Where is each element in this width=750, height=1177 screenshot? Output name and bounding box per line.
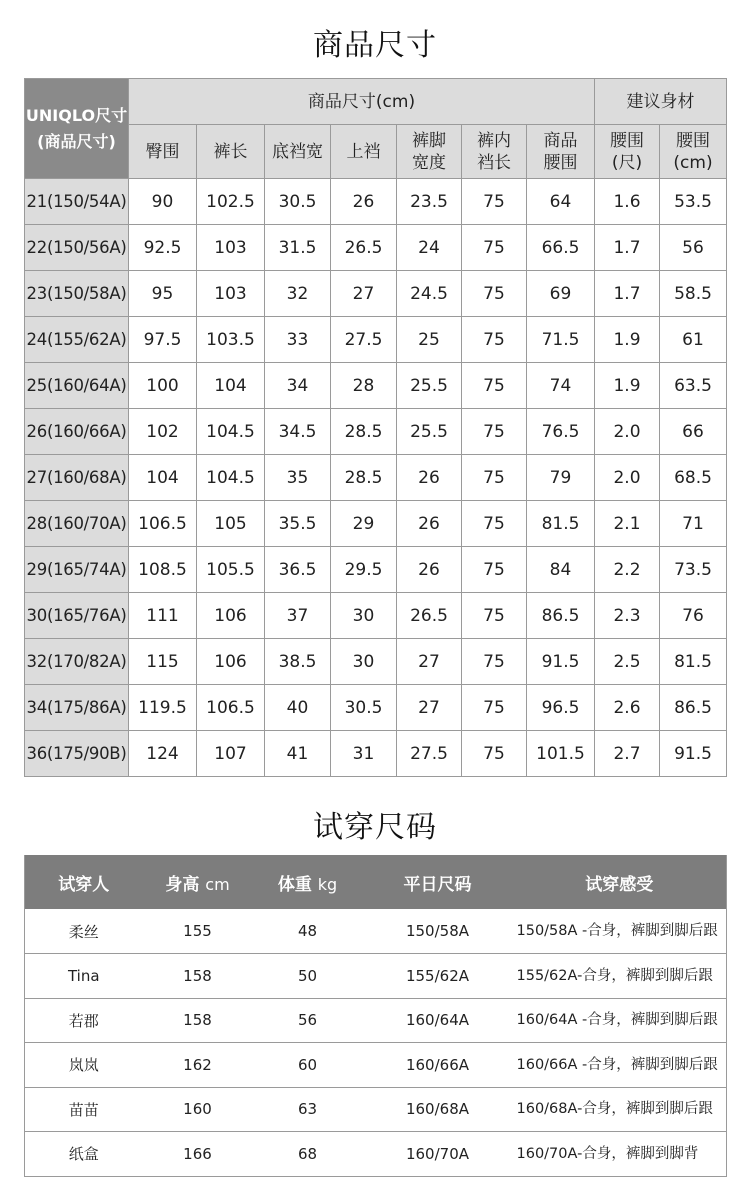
size-value-cell: 27.5 [331,317,397,363]
size-value-cell: 91.5 [660,731,727,777]
try-column-header [363,855,513,909]
column-header-line-2: 裆长 [477,152,511,173]
size-value-cell: 106 [197,639,265,685]
size-label-cell: 32(170/82A) [25,639,129,685]
size-value-cell: 95 [129,271,197,317]
try-row [25,1087,727,1132]
size-value-cell: 79 [527,455,595,501]
try-value-cell: 162 [143,1043,253,1088]
size-value-cell: 106.5 [197,685,265,731]
size-value-cell: 25 [397,317,462,363]
column-header [265,125,331,179]
size-value-cell: 75 [462,409,527,455]
size-value-cell: 2.3 [595,593,660,639]
size-value-cell: 75 [462,271,527,317]
size-value-cell: 2.2 [595,547,660,593]
try-row [25,954,727,999]
column-header [197,125,265,179]
size-value-cell: 103.5 [197,317,265,363]
size-value-cell: 26.5 [397,593,462,639]
size-value-cell: 105.5 [197,547,265,593]
size-value-cell: 71.5 [527,317,595,363]
size-value-cell: 115 [129,639,197,685]
try-value-cell: 63 [253,1087,363,1132]
size-value-cell: 56 [660,225,727,271]
size-value-cell: 34 [265,363,331,409]
size-label-cell: 21(150/54A) [25,179,129,225]
size-value-cell: 32 [265,271,331,317]
size-value-cell: 23.5 [397,179,462,225]
try-value-cell: 50 [253,954,363,999]
size-value-cell: 104 [197,363,265,409]
size-value-cell: 75 [462,455,527,501]
try-value-cell: 160 [143,1087,253,1132]
size-value-cell: 75 [462,593,527,639]
try-value-cell: 155/62A [363,954,513,999]
size-label-cell: 36(175/90B) [25,731,129,777]
try-value-cell: 158 [143,998,253,1043]
size-value-cell: 103 [197,225,265,271]
size-value-cell: 2.6 [595,685,660,731]
corner-line-1: UNIQLO尺寸 [25,105,128,125]
size-value-cell: 75 [462,685,527,731]
size-value-cell: 106.5 [129,501,197,547]
size-value-cell: 102.5 [197,179,265,225]
size-value-cell: 69 [527,271,595,317]
try-feel-cell: 155/62A-合身，裤脚到脚后跟 [513,954,727,999]
size-row [25,639,727,685]
try-value-cell: 48 [253,909,363,954]
size-value-cell: 75 [462,225,527,271]
size-value-cell: 92.5 [129,225,197,271]
size-value-cell: 28.5 [331,455,397,501]
size-value-cell: 37 [265,593,331,639]
try-column-header [143,855,253,909]
try-value-cell: Tina [25,954,143,999]
column-header [595,125,660,179]
size-value-cell: 1.9 [595,363,660,409]
size-row [25,501,727,547]
size-value-cell: 27 [397,639,462,685]
size-value-cell: 104.5 [197,409,265,455]
size-value-cell: 108.5 [129,547,197,593]
size-value-cell: 27 [331,271,397,317]
size-value-cell: 75 [462,363,527,409]
try-value-cell: 155 [143,909,253,954]
column-header-line-1: 腰围 [610,130,644,151]
size-value-cell: 104 [129,455,197,501]
size-value-cell: 38.5 [265,639,331,685]
size-value-cell: 34.5 [265,409,331,455]
try-value-cell: 160/70A [363,1132,513,1177]
size-value-cell: 63.5 [660,363,727,409]
size-value-cell: 36.5 [265,547,331,593]
size-value-cell: 33 [265,317,331,363]
try-header-unit: kg [317,874,338,894]
try-feel-cell: 160/66A -合身，裤脚到脚后跟 [513,1043,727,1088]
size-row [25,409,727,455]
size-value-cell: 25.5 [397,409,462,455]
try-value-cell: 160/64A [363,998,513,1043]
size-value-cell: 103 [197,271,265,317]
column-header-line-2: 宽度 [412,152,446,173]
try-value-cell: 56 [253,998,363,1043]
size-value-cell: 29.5 [331,547,397,593]
size-value-cell: 64 [527,179,595,225]
size-value-cell: 75 [462,731,527,777]
size-label-cell: 28(160/70A) [25,501,129,547]
try-section-title: 试穿尺码 [313,810,437,845]
size-value-cell: 2.7 [595,731,660,777]
try-column-header [25,855,143,909]
size-value-cell: 75 [462,639,527,685]
size-value-cell: 26 [397,547,462,593]
size-value-cell: 97.5 [129,317,197,363]
size-value-cell: 2.1 [595,501,660,547]
size-value-cell: 81.5 [527,501,595,547]
size-value-cell: 35 [265,455,331,501]
size-value-cell: 1.9 [595,317,660,363]
size-value-cell: 2.0 [595,409,660,455]
column-header-line-1: 上裆 [346,141,381,162]
size-value-cell: 84 [527,547,595,593]
try-value-cell: 纸盒 [25,1132,143,1177]
size-value-cell: 101.5 [527,731,595,777]
size-corner-header [25,79,129,179]
size-value-cell: 31 [331,731,397,777]
size-value-cell: 1.7 [595,225,660,271]
try-value-cell: 60 [253,1043,363,1088]
size-value-cell: 75 [462,179,527,225]
column-header [527,125,595,179]
size-row [25,455,727,501]
size-value-cell: 75 [462,547,527,593]
try-value-cell: 苗苗 [25,1087,143,1132]
size-value-cell: 66 [660,409,727,455]
try-row [25,1132,727,1177]
size-value-cell: 74 [527,363,595,409]
size-section-title: 商品尺寸 [313,28,437,63]
column-header-line-2: (尺) [611,152,643,173]
try-header-unit: cm [205,874,230,894]
size-value-cell: 102 [129,409,197,455]
size-row [25,685,727,731]
try-value-cell: 160/66A [363,1043,513,1088]
size-value-cell: 2.0 [595,455,660,501]
size-label-cell: 26(160/66A) [25,409,129,455]
try-header-label: 试穿感受 [585,874,654,895]
size-value-cell: 30 [331,593,397,639]
column-header-line-1: 腰围 [676,130,710,151]
size-value-cell: 26 [397,455,462,501]
size-value-cell: 35.5 [265,501,331,547]
column-header-line-1: 商品 [543,130,578,151]
size-value-cell: 76 [660,593,727,639]
product-size-group-header: 商品尺寸(cm) [129,79,595,125]
try-value-cell: 68 [253,1132,363,1177]
size-value-cell: 24 [397,225,462,271]
size-value-cell: 27 [397,685,462,731]
size-value-cell: 71 [660,501,727,547]
size-label-cell: 25(160/64A) [25,363,129,409]
try-header-label: 平日尺码 [403,874,472,895]
size-value-cell: 41 [265,731,331,777]
try-value-cell: 若郡 [25,998,143,1043]
try-header-label: 体重 [277,874,312,895]
size-value-cell: 30.5 [331,685,397,731]
size-label-cell: 29(165/74A) [25,547,129,593]
try-value-cell: 160/68A [363,1087,513,1132]
size-value-cell: 124 [129,731,197,777]
size-value-cell: 1.7 [595,271,660,317]
corner-line-2: (商品尺寸) [37,131,116,151]
column-header [397,125,462,179]
column-header-line-1: 臀围 [145,141,180,162]
size-value-cell: 26.5 [331,225,397,271]
size-value-cell: 96.5 [527,685,595,731]
column-header [129,125,197,179]
size-label-cell: 22(150/56A) [25,225,129,271]
column-header [660,125,727,179]
size-value-cell: 90 [129,179,197,225]
column-header-line-1: 裤脚 [412,130,446,151]
size-value-cell: 100 [129,363,197,409]
size-row [25,225,727,271]
size-value-cell: 25.5 [397,363,462,409]
column-header-line-1: 裤内 [477,130,511,151]
column-header-line-1: 裤长 [213,141,248,162]
size-label-cell: 30(165/76A) [25,593,129,639]
size-value-cell: 91.5 [527,639,595,685]
try-feel-cell: 160/64A -合身，裤脚到脚后跟 [513,998,727,1043]
try-feel-cell: 160/70A-合身，裤脚到脚背 [513,1132,727,1177]
size-value-cell: 76.5 [527,409,595,455]
size-value-cell: 40 [265,685,331,731]
size-row [25,547,727,593]
try-column-header [253,855,363,909]
try-header-label: 身高 [165,874,200,895]
size-value-cell: 53.5 [660,179,727,225]
try-column-header [513,855,727,909]
size-value-cell: 61 [660,317,727,363]
try-value-cell: 150/58A [363,909,513,954]
size-value-cell: 24.5 [397,271,462,317]
size-row [25,317,727,363]
try-on-table [24,855,727,1177]
try-row [25,909,727,954]
size-row [25,271,727,317]
size-value-cell: 104.5 [197,455,265,501]
try-feel-cell: 150/58A -合身，裤脚到脚后跟 [513,909,727,954]
size-label-cell: 23(150/58A) [25,271,129,317]
column-header [331,125,397,179]
size-value-cell: 68.5 [660,455,727,501]
try-value-cell: 158 [143,954,253,999]
size-chart-table [24,78,727,777]
size-label-cell: 34(175/86A) [25,685,129,731]
size-value-cell: 81.5 [660,639,727,685]
try-row [25,998,727,1043]
size-value-cell: 1.6 [595,179,660,225]
size-row [25,731,727,777]
size-value-cell: 28.5 [331,409,397,455]
size-value-cell: 58.5 [660,271,727,317]
size-value-cell: 105 [197,501,265,547]
try-value-cell: 岚岚 [25,1043,143,1088]
size-value-cell: 2.5 [595,639,660,685]
size-value-cell: 86.5 [660,685,727,731]
try-value-cell: 166 [143,1132,253,1177]
column-header-line-2: (cm) [673,152,713,173]
size-value-cell: 86.5 [527,593,595,639]
size-label-cell: 27(160/68A) [25,455,129,501]
column-header-line-2: 腰围 [543,152,578,173]
size-value-cell: 28 [331,363,397,409]
size-label-cell: 24(155/62A) [25,317,129,363]
suggested-body-group-header: 建议身材 [595,79,727,125]
size-value-cell: 107 [197,731,265,777]
size-value-cell: 26 [397,501,462,547]
try-row [25,1043,727,1088]
size-value-cell: 27.5 [397,731,462,777]
size-value-cell: 26 [331,179,397,225]
size-value-cell: 111 [129,593,197,639]
size-row [25,179,727,225]
size-value-cell: 30.5 [265,179,331,225]
try-feel-cell: 160/68A-合身，裤脚到脚后跟 [513,1087,727,1132]
try-value-cell: 柔丝 [25,909,143,954]
size-row [25,363,727,409]
size-value-cell: 75 [462,501,527,547]
size-value-cell: 66.5 [527,225,595,271]
size-value-cell: 29 [331,501,397,547]
size-value-cell: 30 [331,639,397,685]
size-value-cell: 106 [197,593,265,639]
size-row [25,593,727,639]
size-value-cell: 75 [462,317,527,363]
column-header [462,125,527,179]
column-header-line-1: 底裆宽 [272,141,323,162]
size-value-cell: 31.5 [265,225,331,271]
size-value-cell: 119.5 [129,685,197,731]
size-value-cell: 73.5 [660,547,727,593]
try-header-label: 试穿人 [58,874,110,895]
